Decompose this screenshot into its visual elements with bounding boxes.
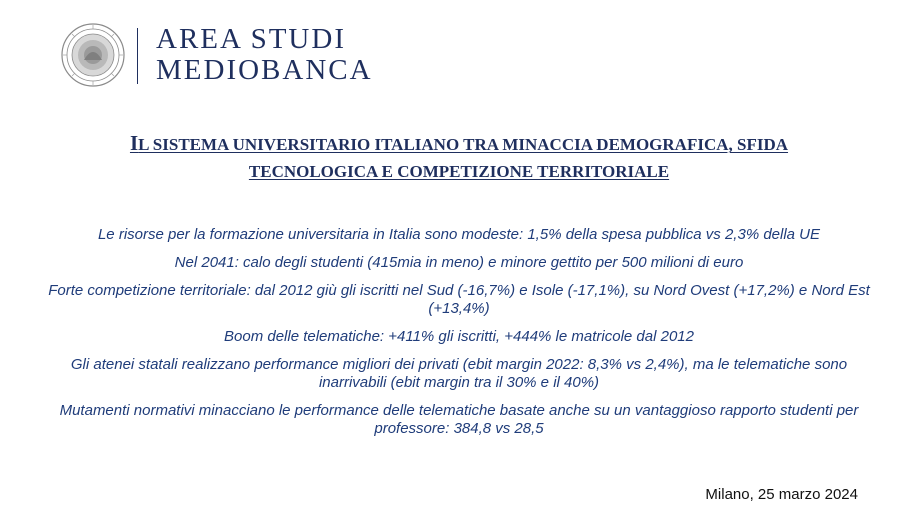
page-header (60, 22, 400, 92)
key-point: Boom delle telematiche: +411% gli iscritti, +444% le matricole dal 2012 (224, 328, 694, 345)
key-point: Nel 2041: calo degli studenti (415mia in meno) e minore gettito per 500 milioni di euro (174, 254, 744, 271)
key-points-list (40, 226, 878, 448)
title-initial: I (129, 131, 139, 155)
brand-line-2: MEDIOBANCA (156, 54, 373, 86)
key-point: Mutamenti normativi minacciano le performance delle telematiche basate anche su un vantaggioso rapporto studenti per professore: 384,8 vs 28,5 (59, 402, 859, 437)
release-date: Milano, 25 marzo 2024 (705, 486, 858, 503)
key-point: Le risorse per la formazione universitaria in Italia sono modeste: 1,5% della spesa pubblica vs 2,3% della UE (97, 226, 821, 243)
title-line-2: TECNOLOGICA E COMPETIZIONE TERRITORIALE (248, 162, 670, 181)
brand-line-1: AREA STUDI (156, 23, 346, 55)
page-title (40, 130, 878, 185)
header-divider (137, 28, 138, 84)
title-line-1 (40, 130, 878, 158)
title-line-1-text: L SISTEMA UNIVERSITARIO ITALIANO TRA MINACCIA DEMOGRAFICA, SFIDA (138, 135, 789, 154)
key-point: Forte competizione territoriale: dal 2012 giù gli iscritti nel Sud (-16,7%) e Isole (-17,1%), su Nord Ovest (+17,2%) e Nord Est (+13,4%) (48, 282, 870, 317)
key-point: Gli atenei statali realizzano performance migliori dei privati (ebit margin 2022: 8,3% vs 2,4%), ma le telematiche sono inarrivabili (ebit margin tra il 30% e il 40%) (70, 356, 848, 391)
mediobanca-seal-icon (60, 22, 126, 88)
brand-name (156, 24, 373, 86)
